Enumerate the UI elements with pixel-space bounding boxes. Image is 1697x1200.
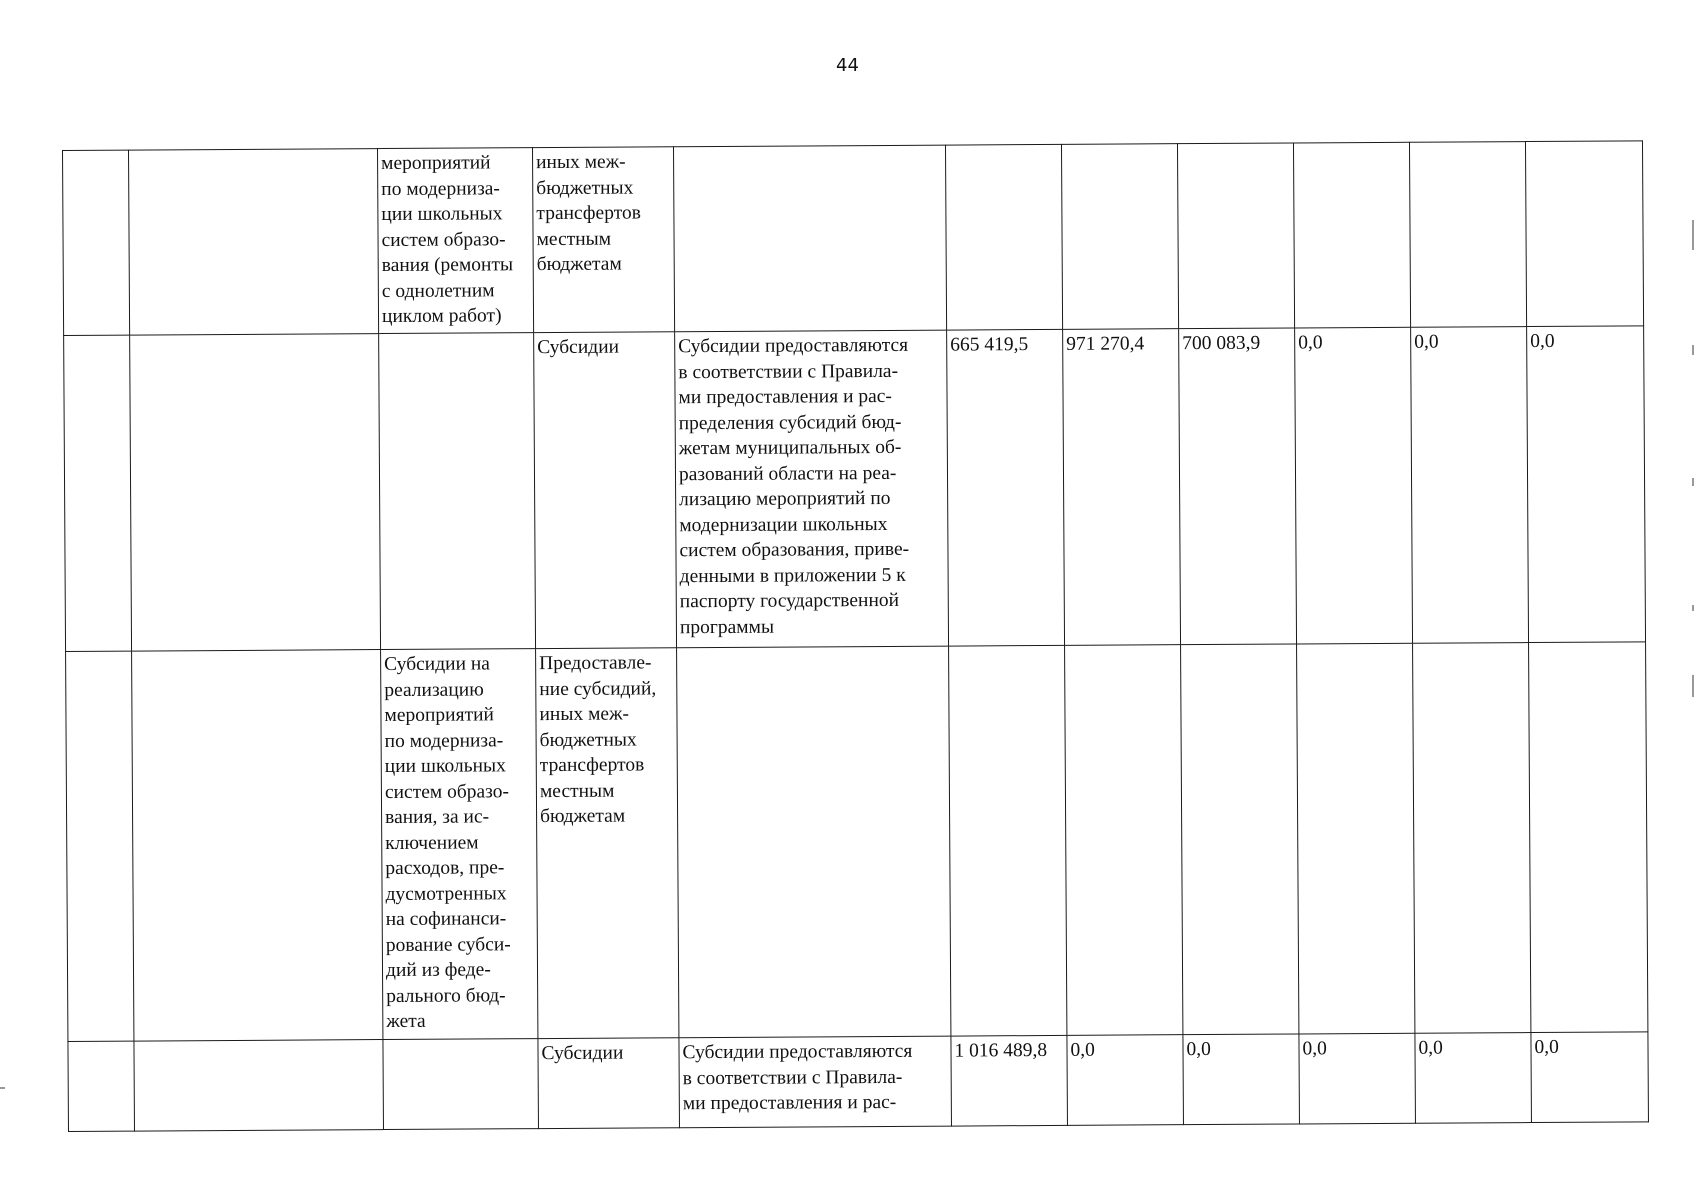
value-cell: [945, 144, 1062, 330]
value-cell: [1525, 141, 1643, 327]
table-row: [63, 141, 1644, 336]
value-cell: 665 419,5: [947, 329, 1065, 646]
program-name-cell: [130, 334, 381, 652]
value-cell: [1413, 643, 1531, 1034]
row-number-cell: [64, 335, 132, 651]
value-cell: 1 016 489,8: [951, 1035, 1068, 1126]
value-cell: 971 270,4: [1063, 329, 1181, 646]
scan-mark: [1692, 478, 1694, 486]
value-cell: [1297, 643, 1415, 1034]
description-cell: [677, 646, 951, 1038]
value-cell: [1061, 144, 1178, 330]
value-cell: 0,0: [1411, 327, 1529, 644]
activity-cell: Субсидии на реализацию мероприятий по модерниза- ции школьных систем образо- вания, за ис- ключением расходов, пре- дусмотренных на софинанси- рование субси- дий из феде- рального бюд- жета: [381, 649, 538, 1040]
value-cell: [1181, 644, 1299, 1035]
measure-type-cell: иных меж- бюджетных трансфертов местным бюджетам: [532, 147, 674, 333]
value-cell: [1529, 642, 1648, 1033]
scan-mark: [1692, 675, 1694, 697]
row-number-cell: [63, 150, 130, 335]
value-cell: 0,0: [1295, 327, 1413, 644]
row-number-cell: [68, 1041, 135, 1131]
value-cell: [1293, 142, 1410, 328]
value-cell: 700 083,9: [1179, 328, 1297, 645]
activity-cell: [379, 333, 536, 650]
value-cell: 0,0: [1299, 1033, 1416, 1124]
value-cell: 0,0: [1067, 1035, 1184, 1126]
description-cell: Субсидии предоставляются в соответствии с Правила- ми предоставления и рас- пределения субсидий бюд- жетам муниципальных об- разований области на реа- лизацию мероприятий по модернизации школьных систем образования, приве- денными в приложении 5 к паспорту государственной программы: [675, 330, 949, 648]
activity-cell: [383, 1039, 539, 1130]
value-cell: [1409, 142, 1526, 328]
program-name-cell: [134, 1040, 384, 1132]
measure-type-cell: Субсидии: [538, 1038, 680, 1129]
row-number-cell: [66, 651, 134, 1041]
value-cell: [1177, 143, 1294, 329]
value-cell: 0,0: [1527, 326, 1646, 643]
value-cell: [949, 645, 1067, 1036]
description-cell: [673, 145, 946, 332]
scan-mark: [0, 1087, 5, 1089]
value-cell: 0,0: [1531, 1032, 1649, 1123]
scan-mark: [1692, 220, 1694, 250]
program-name-cell: [132, 650, 383, 1042]
page-number: 44: [836, 55, 859, 76]
budget-table: [62, 140, 1649, 1132]
measure-type-cell: Предоставле- ние субсидий, иных меж- бюджетных трансфертов местным бюджетам: [536, 648, 679, 1039]
scan-mark: [1692, 605, 1694, 611]
activity-cell: мероприятий по модерниза- ции школьных систем образо- вания (ремонты с однолетним циклом работ): [377, 148, 533, 334]
program-name-cell: [129, 149, 379, 336]
value-cell: [1065, 645, 1183, 1036]
value-cell: 0,0: [1183, 1034, 1300, 1125]
measure-type-cell: Субсидии: [534, 332, 677, 649]
table-row: [64, 326, 1646, 652]
description-cell: Субсидии предоставляются в соответствии с Правила- ми предоставления и рас-: [679, 1036, 952, 1128]
value-cell: 0,0: [1415, 1033, 1532, 1124]
table-row: [68, 1032, 1649, 1132]
table-row: [66, 642, 1648, 1042]
scan-mark: [1692, 345, 1694, 355]
